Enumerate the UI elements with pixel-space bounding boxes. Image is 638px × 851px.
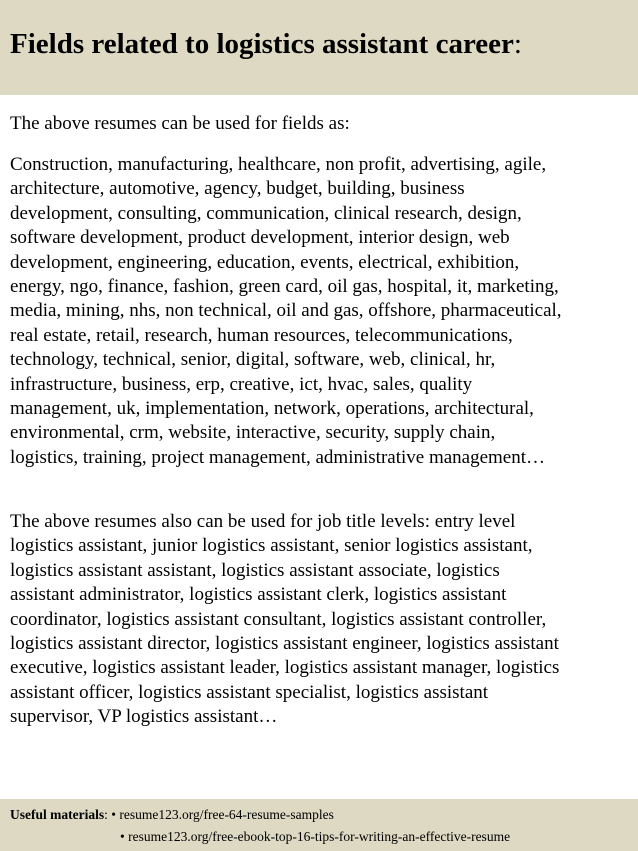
footer-separator: : [104, 807, 112, 822]
job-levels-line: executive, logistics assistant leader, logistics assistant manager, logistics [10, 657, 560, 679]
fields-line: logistics, training, project management, administrative management… [10, 446, 546, 468]
fields-line: software development, product development, interior design, web [10, 227, 510, 249]
footer-link-resume-samples[interactable]: • resume123.org/free-64-resume-samples [111, 807, 334, 822]
fields-line: management, uk, implementation, network, operations, architectural, [10, 398, 534, 420]
fields-line: Construction, manufacturing, healthcare, non profit, advertising, agile, [10, 154, 547, 175]
job-levels-line: supervisor, VP logistics assistant… [10, 706, 278, 728]
job-levels-line: assistant administrator, logistics assistant clerk, logistics assistant [10, 584, 507, 606]
job-levels-paragraph [10, 510, 635, 730]
footer-row-first [10, 807, 334, 823]
fields-line: energy, ngo, finance, fashion, green card, oil gas, hospital, it, marketing, [10, 276, 559, 298]
job-levels-line: logistics assistant assistant, logistics assistant associate, logistics [10, 559, 500, 581]
fields-line: media, mining, nhs, non technical, oil and gas, offshore, pharmaceutical, [10, 300, 562, 322]
job-levels-line: assistant officer, logistics assistant specialist, logistics assistant [10, 681, 489, 703]
job-levels-line: The above resumes also can be used for job title levels: entry level [10, 511, 516, 532]
fields-line: development, engineering, education, events, electrical, exhibition, [10, 251, 520, 273]
page-title-colon: : [513, 28, 522, 60]
footer-row-second [120, 829, 510, 845]
job-levels-line: coordinator, logistics assistant consultant, logistics assistant controller, [10, 608, 547, 630]
fields-line: development, consulting, communication, clinical research, design, [10, 202, 522, 224]
useful-materials-label: Useful materials [10, 807, 105, 822]
job-levels-line: logistics assistant, junior logistics assistant, senior logistics assistant, [10, 535, 533, 557]
fields-line: technology, technical, senior, digital, software, web, clinical, hr, [10, 349, 496, 371]
intro-text: The above resumes can be used for fields as: [10, 113, 350, 134]
fields-line: real estate, retail, research, human resources, telecommunications, [10, 324, 513, 346]
page-title-text: Fields related to logistics assistant career [10, 28, 514, 60]
fields-line: architecture, automotive, agency, budget, building, business [10, 178, 465, 200]
job-levels-line: logistics assistant director, logistics assistant engineer, logistics assistant [10, 633, 559, 655]
fields-line: environmental, crm, website, interactive, security, supply chain, [10, 422, 496, 444]
page-title [10, 28, 522, 61]
fields-paragraph [10, 153, 635, 470]
fields-line: infrastructure, business, erp, creative, ict, hvac, sales, quality [10, 373, 473, 395]
footer-link-ebook-tips[interactable]: • resume123.org/free-ebook-top-16-tips-for-writing-an-effective-resume [120, 829, 511, 844]
